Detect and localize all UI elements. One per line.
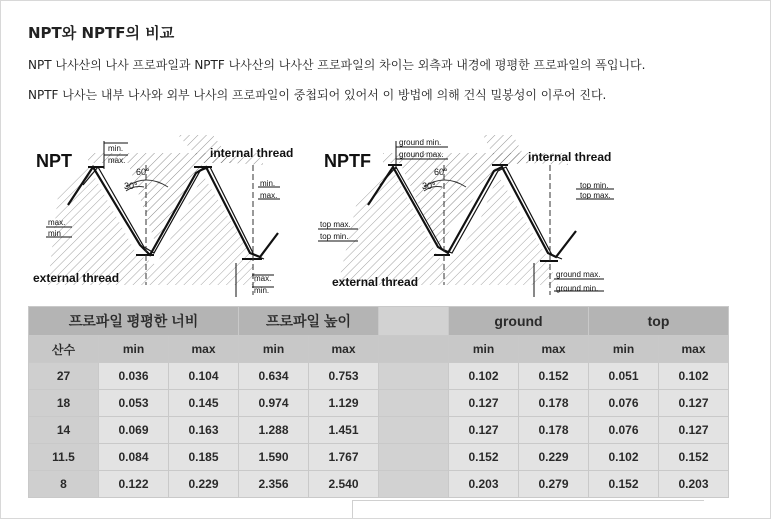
table-row <box>29 363 729 390</box>
nptf-top-max-right: top max. <box>580 191 611 200</box>
subheader-cell <box>379 336 449 363</box>
table-cell: 1.288 <box>239 417 309 444</box>
table-cell: 0.076 <box>589 417 659 444</box>
nptf-angle-30: 30° <box>422 181 436 191</box>
header-profile-height: 프로파일 높이 <box>239 307 379 336</box>
nptf-external-thread-label: external thread <box>332 275 419 289</box>
subheader-cell: max <box>659 336 729 363</box>
table-cell: 0.102 <box>589 444 659 471</box>
thread-count-cell: 27 <box>29 363 99 390</box>
table-cell: 0.229 <box>519 444 589 471</box>
table-cell: 0.203 <box>449 471 519 498</box>
table-cell: 0.127 <box>659 417 729 444</box>
npt-right-max: max. <box>260 191 278 200</box>
header-flat-width: 프로파일 평평한 너비 <box>29 307 239 336</box>
table-cell: 0.102 <box>659 363 729 390</box>
thread-count-cell: 14 <box>29 417 99 444</box>
nptf-ground-max-top: ground max. <box>399 150 444 159</box>
nptf-ground-max-bottom: ground max. <box>556 270 601 279</box>
table-cell: 1.451 <box>309 417 379 444</box>
table-cell <box>379 363 449 390</box>
header-blank <box>379 307 449 336</box>
table-cell: 0.127 <box>449 417 519 444</box>
npt-bottom-max: max. <box>254 274 272 283</box>
table-cell: 0.104 <box>169 363 239 390</box>
header-top: top <box>589 307 729 336</box>
table-cell: 0.178 <box>519 390 589 417</box>
table-cell: 0.053 <box>99 390 169 417</box>
nptf-angle-60: 60° <box>434 167 448 177</box>
npt-top-max: max. <box>108 156 126 165</box>
table-row <box>29 471 729 498</box>
table-cell: 0.069 <box>99 417 169 444</box>
thread-profile-diagram <box>28 135 628 305</box>
nptf-top-max-left: top max. <box>320 220 351 229</box>
thread-count-cell: 8 <box>29 471 99 498</box>
nptf-heading: NPTF <box>324 151 371 171</box>
table-row <box>29 444 729 471</box>
table-cell: 0.051 <box>589 363 659 390</box>
nptf-top-min-right: top min. <box>580 181 609 190</box>
paragraph-1: NPT 나사산의 나사 프로파일과 NPTF 나사산의 나사산 프로파일의 차이는 외측과 내경에 평평한 프로파일의 폭입니다. <box>28 58 646 72</box>
table-cell: 0.152 <box>519 363 589 390</box>
table-cell: 0.145 <box>169 390 239 417</box>
table-cell: 0.229 <box>169 471 239 498</box>
subheader-cell: max <box>169 336 239 363</box>
table-cell: 0.152 <box>659 444 729 471</box>
subheader-cell: min <box>449 336 519 363</box>
table-cell: 0.036 <box>99 363 169 390</box>
subheader-cell: max <box>309 336 379 363</box>
thread-count-cell: 18 <box>29 390 99 417</box>
table-cell: 0.152 <box>449 444 519 471</box>
npt-internal-thread-label: internal thread <box>210 146 294 160</box>
table-cell: 0.122 <box>99 471 169 498</box>
paragraph-2: NPTF 나사는 내부 나사와 외부 나사의 프로파일이 중첩되어 있어서 이 방법에 의해 건식 밀봉성이 이루어 진다. <box>28 88 607 102</box>
table-underline-edge <box>352 500 353 518</box>
subheader-cell: max <box>519 336 589 363</box>
subheader-cell: min <box>589 336 659 363</box>
table-cell: 0.163 <box>169 417 239 444</box>
npt-external-thread-label: external thread <box>33 271 120 285</box>
table-cell: 0.634 <box>239 363 309 390</box>
thread-count-cell: 11.5 <box>29 444 99 471</box>
table-cell: 1.590 <box>239 444 309 471</box>
table-cell: 0.127 <box>449 390 519 417</box>
table-cell: 0.076 <box>589 390 659 417</box>
subheader-cell: min <box>99 336 169 363</box>
table-cell: 0.185 <box>169 444 239 471</box>
nptf-ground-min-bottom: ground min. <box>556 284 599 293</box>
table-cell: 0.084 <box>99 444 169 471</box>
npt-right-min: min. <box>260 179 276 188</box>
nptf-ground-min-top: ground min. <box>399 138 442 147</box>
npt-angle-30: 30° <box>124 181 138 191</box>
table-row <box>29 390 729 417</box>
table-cell <box>379 471 449 498</box>
table-cell: 0.152 <box>589 471 659 498</box>
spec-table-container <box>28 306 728 498</box>
header-ground: ground <box>449 307 589 336</box>
npt-left-min: min <box>48 229 61 238</box>
table-cell: 0.127 <box>659 390 729 417</box>
table-cell: 2.356 <box>239 471 309 498</box>
table-cell: 2.540 <box>309 471 379 498</box>
npt-profile <box>33 135 293 297</box>
table-cell <box>379 444 449 471</box>
table-cell: 0.102 <box>449 363 519 390</box>
table-cell: 0.178 <box>519 417 589 444</box>
subheader-cell: 산수 <box>29 336 99 363</box>
npt-bottom-min: min. <box>254 286 270 295</box>
thread-spec-table <box>28 306 729 498</box>
table-underline <box>352 500 704 501</box>
nptf-profile <box>318 135 614 297</box>
table-cell: 0.279 <box>519 471 589 498</box>
npt-top-min: min. <box>108 144 124 153</box>
npt-angle-60: 60° <box>136 167 150 177</box>
table-cell <box>379 417 449 444</box>
table-cell: 0.753 <box>309 363 379 390</box>
page-title: NPT와 NPTF의 비교 <box>28 24 175 42</box>
table-cell <box>379 390 449 417</box>
npt-heading: NPT <box>36 151 72 171</box>
npt-left-max: max. <box>48 218 66 227</box>
subheader-cell: min <box>239 336 309 363</box>
table-cell: 1.129 <box>309 390 379 417</box>
table-cell: 1.767 <box>309 444 379 471</box>
table-cell: 0.974 <box>239 390 309 417</box>
nptf-internal-thread-label: internal thread <box>528 150 612 164</box>
table-cell: 0.203 <box>659 471 729 498</box>
table-row <box>29 417 729 444</box>
nptf-top-min-left: top min. <box>320 232 349 241</box>
